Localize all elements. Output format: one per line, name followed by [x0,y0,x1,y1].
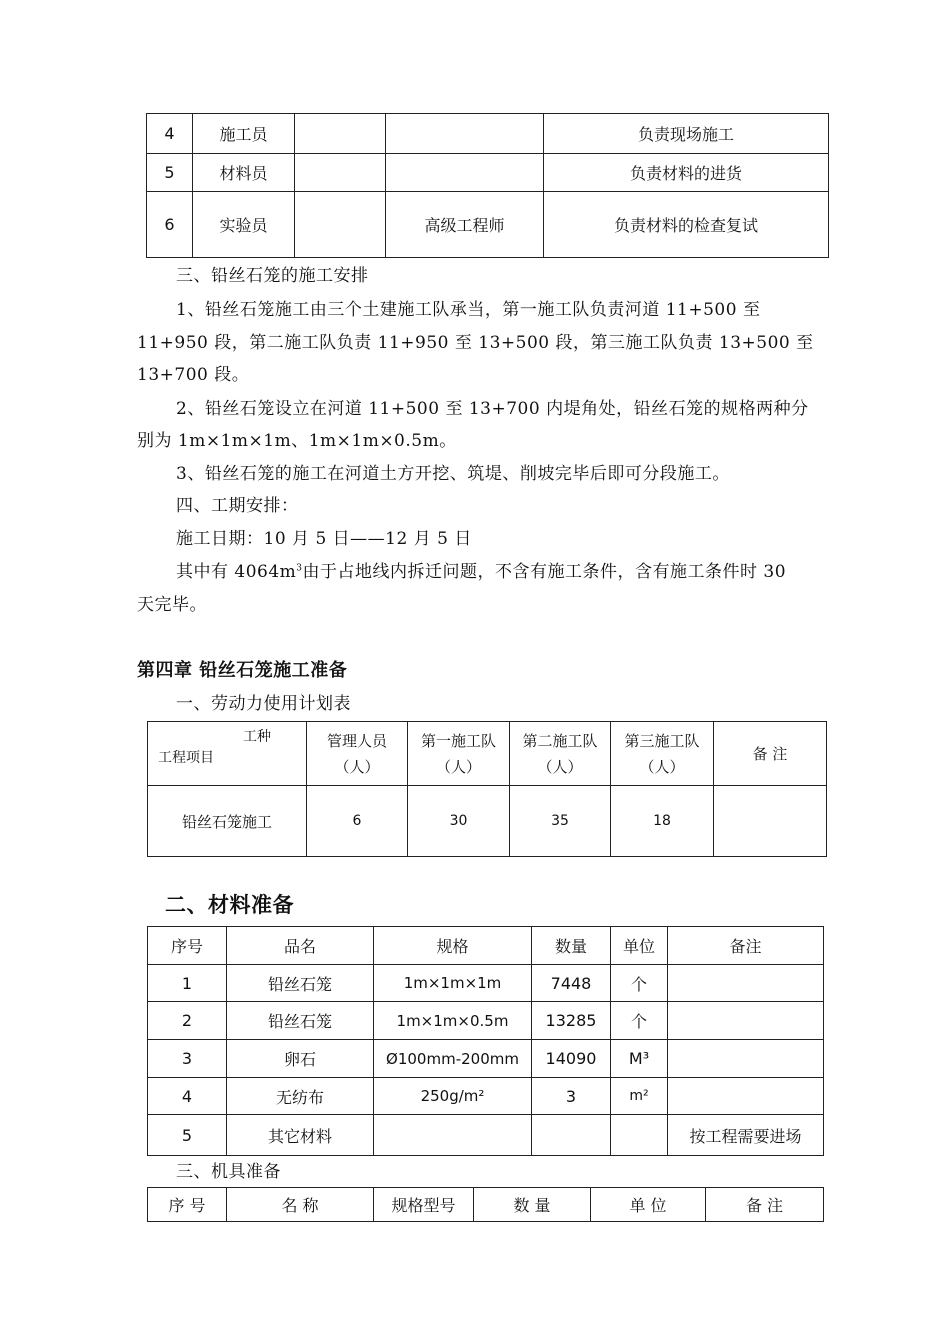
labor-header-cell [408,722,510,786]
header-label: 第三施工队 [624,731,700,750]
section3-para2-line2: 别为 1m×1m×1m、1m×1m×0.5m。 [137,431,457,451]
material-name: 无纺布 [227,1078,374,1115]
material-remark [668,1078,824,1115]
table-row [147,154,829,192]
staff-col3 [295,192,386,258]
labor-remark [714,786,827,857]
equipment-header: 名 称 [227,1188,374,1222]
staff-table [146,113,829,258]
staff-duty: 负责材料的检查复试 [544,192,829,258]
section4-note-line2: 天完毕。 [137,595,207,615]
materials-heading: 二、材料准备 [165,893,294,917]
equipment-header: 规格型号 [374,1188,474,1222]
table-row [147,192,829,258]
material-qty [532,1115,611,1156]
table-row [148,965,824,1002]
equipment-header: 单 位 [591,1188,706,1222]
material-spec: 1m×1m×1m [374,965,532,1002]
material-unit: 个 [611,965,668,1002]
labor-header-cell [307,722,408,786]
labor-header-cell [510,722,611,786]
table-row [148,1002,824,1040]
header-label: 第一施工队 [420,731,496,750]
corner-bottom-label: 工程项目 [158,750,214,766]
equipment-table [147,1187,824,1222]
material-unit: 个 [611,1002,668,1040]
section3-para1-line1: 1、铅丝石笼施工由三个土建施工队承当，第一施工队负责河道 11+500 至 [176,300,761,320]
material-spec: 1m×1m×0.5m [374,1002,532,1040]
material-remark [668,1002,824,1040]
materials-header: 备注 [668,927,824,965]
labor-table [147,721,827,857]
materials-header: 单位 [611,927,668,965]
material-name: 铅丝石笼 [227,965,374,1002]
materials-header: 数量 [532,927,611,965]
material-qty: 3 [532,1078,611,1115]
table-row [147,114,829,154]
staff-role: 材料员 [193,154,295,192]
material-remark [668,1040,824,1078]
staff-title [386,154,544,192]
labor-header-cell [611,722,714,786]
table-row [148,1188,824,1222]
labor-corner-cell [148,722,307,786]
material-spec: Ø100mm-200mm [374,1040,532,1078]
staff-no: 5 [147,154,193,192]
materials-header: 规格 [374,927,532,965]
material-unit [611,1115,668,1156]
materials-header: 序号 [148,927,227,965]
labor-remark-header: 备 注 [714,722,827,786]
header-label: 第二施工队 [522,731,598,750]
staff-duty: 负责现场施工 [544,114,829,154]
material-name: 卵石 [227,1040,374,1078]
material-spec [374,1115,532,1156]
material-qty: 7448 [532,965,611,1002]
material-no: 4 [148,1078,227,1115]
header-label: 管理人员 [326,731,387,750]
table-row [148,1078,824,1115]
section4-note-line1 [176,557,786,582]
labor-heading: 一、劳动力使用计划表 [176,694,351,714]
staff-no: 4 [147,114,193,154]
material-no: 1 [148,965,227,1002]
section4-heading: 四、工期安排： [176,496,299,516]
staff-title: 高级工程师 [386,192,544,258]
labor-item: 铅丝石笼施工 [148,786,307,857]
labor-value: 18 [611,786,714,857]
chapter-title: 第四章 铅丝石笼施工准备 [137,660,348,681]
note-superscript: 3 [296,563,303,574]
section3-para1-line3: 13+700 段。 [137,365,250,385]
material-remark: 按工程需要进场 [668,1115,824,1156]
material-unit: m² [611,1078,668,1115]
material-spec: 250g/m² [374,1078,532,1115]
section3-heading: 三、铅丝石笼的施工安排 [176,266,369,286]
table-row [148,927,824,965]
header-unit: （人） [639,757,685,776]
materials-table [147,926,824,1156]
material-unit: M³ [611,1040,668,1078]
corner-top-label: 工种 [243,729,271,745]
staff-title [386,114,544,154]
section3-para3: 3、铅丝石笼的施工在河道土方开挖、筑堤、削坡完毕后即可分段施工。 [176,464,730,484]
material-name: 其它材料 [227,1115,374,1156]
table-row [148,722,827,786]
staff-role: 施工员 [193,114,295,154]
header-unit: （人） [537,757,583,776]
header-unit: （人） [334,757,380,776]
table-row [148,1040,824,1078]
section4-dates: 施工日期：10 月 5 日——12 月 5 日 [176,529,472,549]
note-part-b: 由于占地线内拆迁问题，不含有施工条件，含有施工条件时 30 [302,562,787,582]
note-part-a: 其中有 4064m [176,562,297,582]
material-remark [668,965,824,1002]
material-qty: 14090 [532,1040,611,1078]
labor-value: 30 [408,786,510,857]
material-no: 2 [148,1002,227,1040]
material-name: 铅丝石笼 [227,1002,374,1040]
equipment-header: 数 量 [474,1188,591,1222]
materials-header: 品名 [227,927,374,965]
staff-col3 [295,114,386,154]
staff-role: 实验员 [193,192,295,258]
material-no: 5 [148,1115,227,1156]
equipment-header: 序 号 [148,1188,227,1222]
material-no: 3 [148,1040,227,1078]
header-unit: （人） [435,757,481,776]
labor-value: 6 [307,786,408,857]
equipment-header: 备 注 [706,1188,824,1222]
section3-para1-line2: 11+950 段，第二施工队负责 11+950 至 13+500 段，第三施工队负责 13+500 至 [137,333,814,353]
table-row [148,1115,824,1156]
staff-duty: 负责材料的进货 [544,154,829,192]
section3-para2-line1: 2、铅丝石笼设立在河道 11+500 至 13+700 内堤角处，铅丝石笼的规格两种分 [176,399,809,419]
material-qty: 13285 [532,1002,611,1040]
labor-value: 35 [510,786,611,857]
staff-col3 [295,154,386,192]
staff-no: 6 [147,192,193,258]
equipment-heading: 三、机具准备 [176,1162,281,1182]
table-row [148,786,827,857]
